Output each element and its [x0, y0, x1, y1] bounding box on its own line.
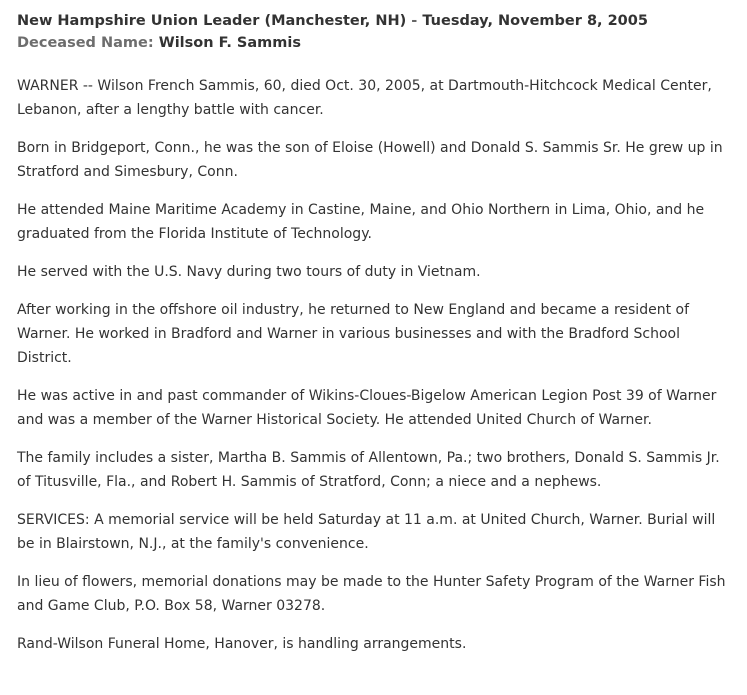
deceased-name-label: Deceased Name:	[17, 35, 154, 51]
obituary-paragraph-military: He served with the U.S. Navy during two tours of duty in Vietnam.	[17, 264, 481, 280]
deceased-name-value: Wilson F. Sammis	[158, 35, 301, 51]
publication-date: Tuesday, November 8, 2005	[422, 13, 648, 29]
obituary-paragraph-services: SERVICES: A memorial service will be held Saturday at 11 a.m. at United Church, Warner. Burial will be in Blairstown, N.J., at the family's convenience.	[17, 512, 716, 552]
obituary-paragraph-donations: In lieu of flowers, memorial donations may be made to the Hunter Safety Program of the Warner Fish and Game Club, P.O. Box 58, Warner 03278.	[17, 574, 726, 614]
obituary-paragraph-career: After working in the offshore oil industry, he returned to New England and became a resident of Warner. He worked in Bradford and Warner in various businesses and with the Bradford School District.	[17, 302, 689, 366]
obituary-paragraph-birth: Born in Bridgeport, Conn., he was the son of Eloise (Howell) and Donald S. Sammis Sr. He grew up in Stratford and Simesbury, Conn.	[17, 140, 723, 180]
deceased-name-line	[17, 32, 735, 54]
obituary-paragraph-arrangements: Rand-Wilson Funeral Home, Hanover, is handling arrangements.	[17, 636, 467, 652]
obituary-paragraph-education: He attended Maine Maritime Academy in Castine, Maine, and Ohio Northern in Lima, Ohio, and he graduated from the Florida Institute of Technology.	[17, 202, 705, 242]
obituary-paragraph-intro: WARNER -- Wilson French Sammis, 60, died Oct. 30, 2005, at Dartmouth-Hitchcock Medical Center, Lebanon, after a lengthy battle with cancer.	[17, 78, 712, 118]
publication-source: New Hampshire Union Leader (Manchester, NH)	[17, 13, 407, 29]
obituary-paragraph-family: The family includes a sister, Martha B. Sammis of Allentown, Pa.; two brothers, Donald S. Sammis Jr. of Titusville, Fla., and Robert H. Sammis of Stratford, Conn; a niece and a nephews.	[17, 450, 720, 490]
obituary-paragraph-community: He was active in and past commander of Wikins-Cloues-Bigelow American Legion Post 39 of Warner and was a member of the Warner Historical Society. He attended United Church of Warner.	[17, 388, 717, 428]
publication-header	[17, 10, 735, 32]
header-separator: -	[406, 13, 423, 29]
